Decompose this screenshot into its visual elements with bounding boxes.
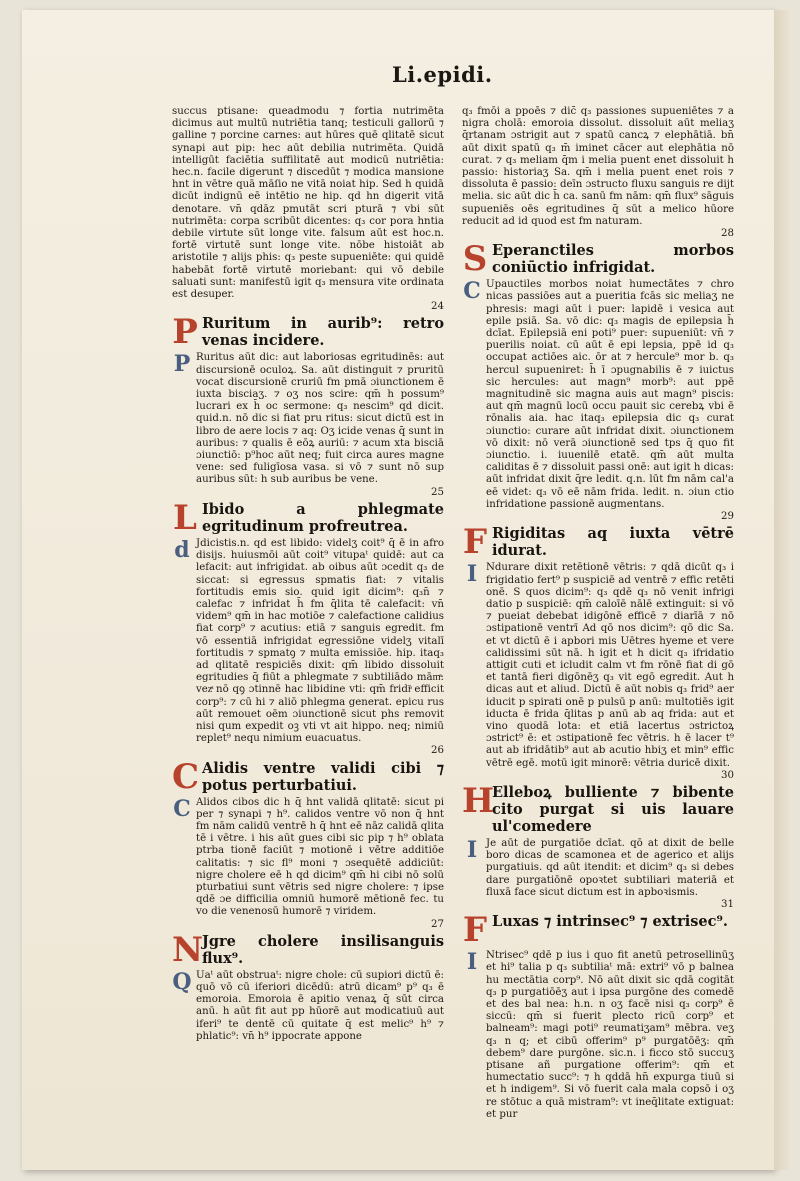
aphorism-heading bbox=[172, 756, 444, 797]
rubricated-initial: P bbox=[172, 312, 198, 353]
rubricated-initial: S bbox=[462, 239, 488, 280]
commentary-text: Ruritus aūt dic: aut laboriosas egritudinēs: aut discursionē oculoꝝ. Sa. aūt distinguit ⁊ pruritū vocat discursionē cruriū fm pmā ɔiunctionem ē iuxta bisciaʒ. ⁊ oʒ nos scire: qm̄ h possum⁹ lucrari ex h̄ oc sermone: q₃ nescim⁹ qd dicit. quid.n. nō dic si fiat pru ritus: sicut dictū est in libro de aere locis ⁊ aq: Oʒ icide venas q̄ sunt in auribus: ⁊ qualis ē eōꝝ auriū: ⁊ acum xta bisciā ɔiunctiō: p⁹hoc aūt neq; fuit circa aures magne vene: sed fuligīosa vasa. si vō ⁊ sunt nō sup auribus sūt: h sub auribus be vene. bbox=[196, 352, 444, 486]
rubricated-initial: F bbox=[462, 522, 488, 563]
commentary-text: Upauctiles morbos noiat humectātes ⁊ chro nicas passiōes aut a pueritia fcās sic meliaʒ ne phresis: magi aūt i puer: lapidē i vesica aut epile psiā. Sa. vō dic: q₃ magis de epilepsia h̄ dcīat. Epilepsiā eni poti⁹ puer: supueniūt: vn̄ ⁊ puerilis noiat. cū aūt ē epi lepsia, ppē id q₃ occupat actiōes aic. ōr at ⁊ hercule⁹ mor b. q₃ hercul supueniret: h̄ ī ɔpugnabilis ē ⁊ iuictus sic hercules: aut magn⁹ morb⁹: aut ppē magnitudinē sic magna auis aut magn⁹ piscis: aut qm̄ magnū locū occu pauit sic cerebꝝ vbi ē rōnalis aia. hac itaq₃ epilepsia dic q₃ curat ɔiunctio: curare aūt infridat dixit. ɔiunctionem vō dixit: nō verā ɔiunctionē sed tps q̄ quo fit ɔiunctio. i. iuuenilē etatē. qm̄ aūt multa caliditas ē ⁊ dissoluit passi onē: aut igit h dicas: aūt infridat dixit q̄re ledit. q.n. lūt fm nām cal'a eē videt: q₃ vō eē nām frida. ledit. n. ɔiun ctio infridatione passionē augmentans. bbox=[486, 279, 734, 510]
commentary-text: Je aūt de purgatiōe dcīat. qō at dixit de belle boro dicas de scamonea et de agerico et alijs purgatiuis. qd aūt itendit: et dicim⁹ q₃ si debes dare purgatiōnē opoꝛtet subtiliari materiā et fluxā face sicut dictum est in apboꝛismis. bbox=[486, 837, 734, 898]
body-paragraph: q₃ fmōi a ppoēs ⁊ dic̄ q₃ passiones supueniētes ⁊ a nigra cholā: emoroia dissolut. dissoluit aūt meliaʒ q̄rtanam ɔstrigit aut ⁊ spatū cancꝝ ⁊ elephātiā. bn̄ aūt dixit spatū q₃ m̄ iminet cācer aut elephātia nō curat. ⁊ q₃ meliam q̄m i melia puent enet dissoluit h passio: historiaʒ Sa. qm̄ i melia puent enet rois ⁊ dissoluta ē passio: deīn ɔstructo fluxu sanguis re dijt melia. sic aūt dic h̄ ca. sanū fm nām: qm̄ flux⁹ sāguis supueniēs oēs egritudines q̄ sūt a melico hūore reducit ad id quod est fm naturam. bbox=[462, 106, 734, 227]
aphorism-heading bbox=[172, 312, 444, 353]
right-column bbox=[462, 106, 734, 1121]
section-number: 26 bbox=[431, 745, 444, 757]
section-number: 27 bbox=[431, 918, 444, 930]
commentary-paragraph bbox=[462, 279, 734, 511]
heading-text: Elleboꝝ bulliente ⁊ bibente cito purgat si uis lauare ul'comedere bbox=[492, 783, 734, 835]
heading-text: Eperanctiles morbos coniūctio infrigidat. bbox=[492, 242, 734, 277]
commentary-paragraph bbox=[462, 950, 734, 1121]
book-page bbox=[22, 10, 774, 1170]
commentary-paragraph bbox=[172, 797, 444, 919]
section-number: 25 bbox=[431, 486, 444, 498]
commentary-paragraph bbox=[172, 352, 444, 486]
aphorism-heading bbox=[462, 780, 734, 835]
commentary-paragraph bbox=[462, 838, 734, 899]
lombard-initial: I bbox=[466, 949, 478, 976]
section-number: 31 bbox=[721, 898, 734, 910]
commentary-paragraph bbox=[172, 970, 444, 1043]
heading-text: Ibido a phlegmate egritudinum profreutrea. bbox=[202, 500, 444, 535]
lombard-initial: C bbox=[173, 795, 191, 822]
aphorism-heading bbox=[462, 910, 734, 951]
commentary-paragraph bbox=[462, 562, 734, 769]
commentary-text: Alidos cibos dic h q̄ hnt validā qlitatē: sicut pi per ⁊ synapi ⁊ h⁹. calidos ventre vō non q̄ hnt fm nām calidū ventrē h q̄ hnt eē nāz calidā qlita tē i vētre. i his aūt gues cibi sic pip ⁊ h⁹ oblata ptrba tionē faciūt ⁊ motionē i vētre additiōe calitatis: ⁊ sic fl⁹ moni ⁊ ɔsequētē addiciūt: nigre cholere eē h qd dicim⁹ qm̄ hi cibi nō solū pturbatiui sunt vētris sed nigre cholere: ⁊ ipse qdē ɔe difficilia omniū humorē mētionē fec. tu vo die venenosū humorē ⁊ viridem. bbox=[196, 796, 444, 918]
commentary-text: Ntrisec⁹ qdē p ius i quo fit anetū petrosellinūʒ et hi⁹ talia p q₃ subtiliaᵗ mā: extri⁹ vō p balnea hu mectātia corp⁹. Nō aūt dixit sic qdā cogitāt q₃ p purgatiōēʒ aut i ipsa purgōne des comedē et des bal nea: h.n. n oʒ facē nisi q₃ corp⁹ ē siccū: qm̄ si fuerit plecto ricū corp⁹ et balneam⁹: magi poti⁹ reumatiʒam⁹ mēbra. veʒ q₃ n q; et cibū offerim⁹ p⁹ purgatōēʒ: qm̄ debem⁹ dare purgōne. sic.n. i ficco stō succuʒ ptisane añ purgatione offerim⁹: qm̄ et humectatio succ⁹: ⁊ h qddā hn̄ expurga tiuū si et h indigem⁹. Si vō fuerit cala mala copsō i oʒ re stōtuc a quā mistram⁹: vt ineq̄litate extiguat: et pur bbox=[486, 950, 734, 1120]
section-number: 24 bbox=[431, 301, 444, 313]
section-number: 29 bbox=[721, 511, 734, 523]
rubricated-initial: L bbox=[173, 497, 197, 538]
lombard-initial: C bbox=[463, 278, 481, 305]
lombard-initial: d bbox=[174, 536, 190, 563]
lombard-initial: I bbox=[466, 561, 478, 588]
rubricated-initial: F bbox=[462, 910, 488, 951]
heading-text: Jgre cholere insilisanguis flux⁹. bbox=[202, 932, 444, 967]
heading-text: Luxas ⁊ intrinsec⁹ ⁊ extrisec⁹. bbox=[492, 913, 728, 931]
aphorism-heading bbox=[462, 522, 734, 563]
commentary-paragraph bbox=[172, 538, 444, 745]
commentary-text: Jdicistis.n. qd est libido: videlʒ coit⁹ q̄ ē in afro disijs. huiusmōi aūt coit⁹ vitupaᵗ quidē: aut ca lefacit: aut infrigidat. ab oibus aūt ɔcedit q₃ de siccat: si egressus spmatis fiat: ⁊ vitalis fortitudis emis sio. quid igit dicim⁹: q₃n̄ ⁊ calefac ⁊ infridat h̄ fm q̄lita tē calefacit: vn̄ videm⁹ qm̄ in hac motiōe ⁊ calefactione calidius fiat corp⁹ ⁊ acutius: etiā ⁊ sanguis egredit. fm vō essentiā infrigidat egressiōne videlʒ vitalī fortitudis ⁊ spmatꝯ ⁊ multa emissiōe. hip. itaq₃ ad qlitatē respiciēs dixit: qm̄ libido dissoluit egritudies q̄ fiūt a phlegmate ⁊ subtiliādo māmͣ: vezͣ nō qꝯ ɔtinnē hac libidine vti: qm̄ fridīͣ efficit corp⁹: ⁊ cū hi ⁊ aliō phlegma generat. epicu rus aūt remouet oēm ɔiunctionē sicut phs removit nisi qum expedit oꝫ vti vt ait hippo. neq; nimiū replet⁹ nequ nimium euacuatus. bbox=[196, 537, 444, 745]
body-paragraph: succus ptisane: queadmodu ⁊ fortia nutrimēta dicimus aut multū nutriētia tanq; testiculi gallorū ⁊ galline ⁊ porcine carnes: aut hūres quē qlitatē sicut synapi aut pip: hec aūt debilia nutrimēta. Quidā intelligūt faciētia suffilitatē aut modicū nutriētia: hec.n. facile digerunt ⁊ discedūt ⁊ modica mansione hnt in vētre quā māſio ne vitā noiat hip. Sed h quidā dicūt indignū eē intētio ne hip. qd hn digerit vitā denotare. vn̄ qdāz pmutāt scri pturā ⁊ vbi sūt nutrimēta: corpa scribūt dicentes: q₃ cor pora hntia debile virtute sūt longe vite. falsum aūt est hoc.n. fortē virtutē sunt longe vite. nōbe histoiāt ab aristotile ⁊ alijs phis: q₃ peste supueniēte: qui quidē habebāt fortē virtutē moriebant: qui vō debile saluati sunt: manifestū igit q₃ mensura vite ordinata est desuper. bbox=[172, 106, 444, 301]
left-column bbox=[172, 106, 444, 1043]
page-edge bbox=[774, 10, 790, 1170]
heading-text: Alidis ventre validi cibi ⁊ potus perturbatiui. bbox=[202, 759, 444, 794]
section-number: 28 bbox=[721, 228, 734, 240]
running-head: Li.epidi. bbox=[392, 62, 493, 87]
section-number: 30 bbox=[721, 769, 734, 781]
lombard-initial: Q bbox=[172, 968, 192, 995]
lombard-initial: I bbox=[466, 836, 478, 863]
aphorism-heading bbox=[462, 239, 734, 280]
commentary-text: Uaᵗ aūt obstruaᵗ: nigre chole: cū supiori dictū ē: quō vō cū iferiori dicēdū: atrū dicam⁹ p⁹ q₃ ē emoroia. Emoroia ē apitio venaꝝ q̄ sūt circa anū. h aūt fit aut pp hūorē aut modicatiuū aut iferi⁹ te dentē cū quitate q̄ est melic⁹ h⁹ ⁊ phlatic⁹: vn̄ h⁹ ippocrate appone bbox=[196, 969, 444, 1042]
lombard-initial: P bbox=[173, 351, 191, 378]
aphorism-heading bbox=[172, 929, 444, 970]
rubricated-initial: C bbox=[172, 756, 200, 797]
heading-text: Rigiditas aq iuxta vētrē idurat. bbox=[492, 525, 734, 560]
aphorism-heading bbox=[172, 497, 444, 538]
heading-text: Ruritum in aurib⁹: retro venas incidere. bbox=[202, 315, 444, 350]
rubricated-initial: H bbox=[462, 780, 495, 821]
commentary-text: Ndurare dixit retētionē vētris: ⁊ qdā dicūt q₃ i frigidatio fert⁹ p suspiciē ad ventrē ⁊ effic retēti onē. S quos dicim⁹: q₃ qdē q₃ nō venit infrigi datio p suspiciē: qm̄ caloīē nālē extinguit: si vō ⁊ pueiat debebat idigōnē efficē ⁊ diarīā ⁊ nō ɔstipationē ventrī Ad qō nos dicim⁹: qō dic Sa. et vt dictū ē i apbori mis Uētres hyeme et vere calidissimi sūt nā. h igit et h dicit q₃ ifridatio attigit cuti et icludit calm vt fm rōnē fiat di gō et tantā fieri digōnēʒ q₃ vit egō egredit. Aut h dicas aut et aliud. Dictū ē aūt nobis q₃ frid⁹ aer iducit p spirati onē p pulsū p anū: multotiēs igit iducta ē frida q̄litas p anū ab aq frida: aut et vino quodā lota: et etiā lacertus ɔstrictoꝝ ɔstrict⁹ ē: et ɔstipationē fec vētris. h ē lacer t⁹ aut ab ifridātib⁹ aut ab acutio hbiʒ et min⁹ effic vētrē egē. motū igit minorē: vētria duricē dixit. bbox=[486, 562, 734, 769]
rubricated-initial: N bbox=[172, 929, 204, 970]
